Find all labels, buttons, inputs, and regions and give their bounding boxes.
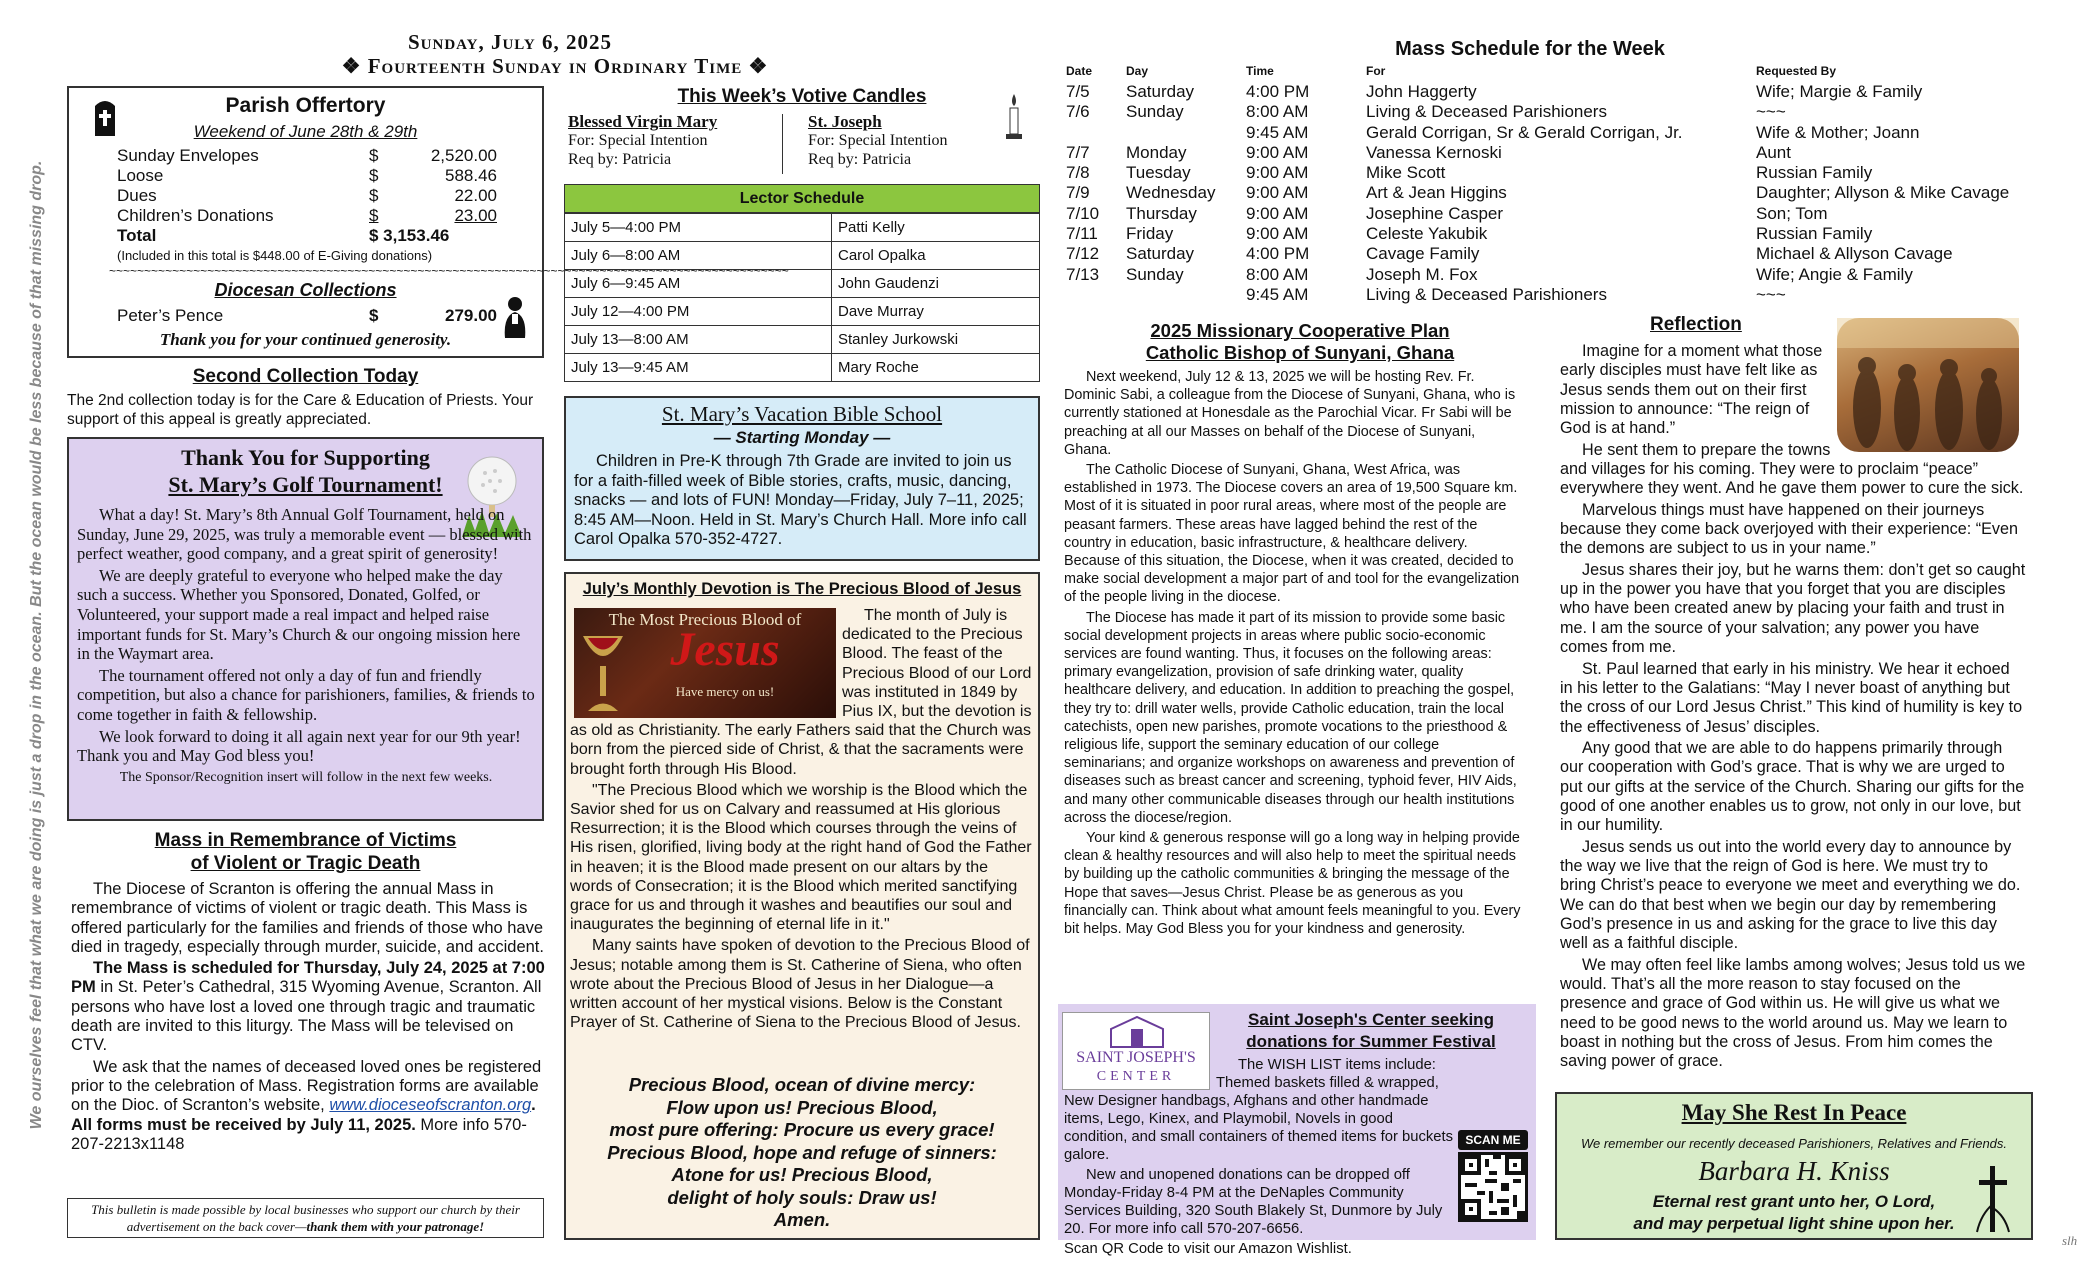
lector-row: July 6—8:00 AM Carol Opalka <box>565 242 1040 270</box>
diocese-website-link[interactable]: www.dioceseofscranton.org <box>329 1096 532 1115</box>
mass-date: 7/5 <box>1066 82 1090 101</box>
mass-for: Celeste Yakubik <box>1366 224 1488 244</box>
stjoseph-box <box>1058 1004 1536 1257</box>
mass-req: Wife; Angie & Family <box>1756 264 1913 284</box>
sunday-title: ❖ Fourteenth Sunday in Ordinary Time ❖ <box>341 54 769 78</box>
diocesan-title: Diocesan Collections <box>214 280 397 300</box>
image-caption-1: The Most Precious Blood of <box>608 610 802 629</box>
mass-req: ~~~ <box>1756 284 1786 304</box>
mass-for: Mike Scott <box>1366 163 1446 183</box>
logo-text-bottom: CENTER <box>1096 1069 1176 1084</box>
mass-schedule-row <box>1066 163 2066 183</box>
devotion-text <box>570 606 1034 1034</box>
candle-icon <box>1004 92 1024 147</box>
image-caption-3: Have mercy on us! <box>675 684 775 699</box>
reflection-para: We may often feel like lambs among wolves; Jesus told us we would. That’s all the more reason to stay focused on the presence and grace of God within us. He will give us what we need to be good news to the world around us. May we learn to boast in nothing but the cross of Jesus. From him comes the saving power of grace. <box>1560 955 2026 1071</box>
vbs-box <box>564 396 1040 561</box>
mass-day: Tuesday <box>1126 163 1191 183</box>
mass-time: 9:00 AM <box>1246 224 1309 244</box>
peters-pence-row: Peter’s Pence $ 279.00 <box>117 306 497 325</box>
mass-schedule-row <box>1066 183 2066 203</box>
golf-para: We are deeply grateful to everyone who helped make the day such a success. Whether you Sponsored, Donated, Golfed, or Volunteered, your support made a real impact and helped raise important funds for St. Mary’s Church & our ongoing mission here in the Waymart area. <box>77 565 521 664</box>
mass-date: 7/10 <box>1066 203 1100 223</box>
votive-right-name: St. Joseph <box>808 112 882 131</box>
devotion-para: Many saints have spoken of devotion to the Precious Blood of Jesus; notable among them is St. Catherine of Siena, who often wrote about the Precious Blood of Jesus in her Dialogue—a written account of her mystical visions. Below is the Constant Prayer of St. Catherine of Siena to the Precious Blood of Jesus. <box>570 937 1030 1032</box>
lector-row: July 6—9:45 AM John Gaudenzi <box>565 270 1040 298</box>
mass-time: 9:45 AM <box>1246 122 1309 142</box>
remembrance-para: The Diocese of Scranton is offering the annual Mass in remembrance of victims of violent or tragic death. This Mass is offered particularly for the families and friends of those who have died in tragedy, especially through murder, suicide, and accident. <box>71 880 544 956</box>
mass-req: Daughter; Allyson & Mike Cavage <box>1756 183 2010 203</box>
logo-text-top: SAINT JOSEPH'S <box>1076 1049 1196 1066</box>
second-collection-text: The 2nd collection today is for the Care & Education of Priests. Your support of this appeal is greatly appreciated. <box>67 392 534 428</box>
mass-date: 7/8 <box>1066 163 1090 183</box>
remembrance-text <box>71 880 547 1156</box>
votive-right <box>808 112 1008 169</box>
mass-date: 7/7 <box>1066 142 1090 162</box>
mass-for: John Haggerty <box>1366 82 1477 101</box>
devotion-title: July’s Monthly Devotion is The Precious Blood of Jesus <box>582 580 1022 598</box>
mass-schedule <box>1066 64 2066 305</box>
vbs-subtitle: — Starting Monday — <box>713 428 891 447</box>
reflection-para: Jesus shares their joy, but he warns them: don’t get so caught up in the power you have that you forget that you are disciples who have been created anew by placing your faith and trust in me. I am the source of your salvation; any power you have comes from me. <box>1560 560 2026 657</box>
stjoseph-para: Scan QR Code to visit our Amazon Wishlist. <box>1064 1241 1352 1257</box>
scan-me-label: SCAN ME <box>1458 1130 1528 1150</box>
mass-day: Saturday <box>1126 82 1195 101</box>
mass-schedule-row <box>1066 123 2066 143</box>
lector-row: July 13—9:45 AM Mary Roche <box>565 354 1040 382</box>
reflection-text <box>1560 342 2026 1074</box>
missionary-title-1: 2025 Missionary Cooperative Plan <box>1150 320 1450 341</box>
reflection-para: Imagine for a moment what those early disciples must have felt like as Jesus sends them out on their first mission to announce: “The reign of God is at hand.” <box>1560 342 1823 438</box>
stjoseph-title-2: donations for Summer Festival <box>1246 1032 1496 1051</box>
mass-day: Thursday <box>1126 203 1197 223</box>
reflection-para: St. Paul learned that early in his ministry. We hear it echoed in his letter to the Galatians: “May I never boast of anything but the cross of our Lord Jesus Christ.” This kind of humility is key to the effectiveness of Jesus’ disciples. <box>1560 659 2023 736</box>
mass-time: 9:00 AM <box>1246 183 1309 203</box>
mass-day: Sunday <box>1126 102 1184 122</box>
missionary-para: Next weekend, July 12 & 13, 2025 we will be hosting Rev. Fr. Dominic Sabi, a colleague from the Diocese of Sunyani, Ghana, who is currently stationed at Honesdale as the Parochial Vicar. Fr Sabi will be preaching at all our Masses on behalf of the Diocese of Sunyani, Ghana. <box>1064 369 1516 458</box>
rip-name: Barbara H. Kniss <box>1698 1156 1890 1186</box>
devotion-box <box>564 572 1040 1240</box>
mass-schedule-row <box>1066 204 2066 224</box>
mass-req: Michael & Allyson Cavage <box>1756 244 1953 264</box>
mass-for: Vanessa Kernoski <box>1366 142 1502 162</box>
side-quote: We ourselves feel that what we are doing is just a drop in the ocean. But the ocean would be less because of that missing drop. <box>28 160 45 1130</box>
mass-date: 7/6 <box>1066 102 1090 122</box>
golf-box <box>67 437 544 821</box>
mass-time: 9:45 AM <box>1246 284 1309 304</box>
mass-req: ~~~ <box>1756 102 1786 122</box>
votive-left <box>568 112 788 169</box>
mass-schedule-rows <box>1066 82 2066 305</box>
mass-req: Aunt <box>1756 142 1791 162</box>
remembrance-title-1: Mass in Remembrance of Victims <box>154 830 457 851</box>
mass-req: Son; Tom <box>1756 203 1828 223</box>
offertory-row: Children’s Donations $ 23.00 <box>117 206 497 225</box>
rip-box <box>1555 1092 2033 1240</box>
lector-table <box>564 213 1040 382</box>
mass-time: 8:00 AM <box>1246 102 1309 122</box>
mass-date: 7/11 <box>1066 224 1098 244</box>
rip-prayer-2: and may perpetual light shine upon her. <box>1633 1214 1955 1233</box>
mass-time: 4:00 PM <box>1246 244 1310 264</box>
mass-schedule-row <box>1066 285 2066 305</box>
mass-req: Russian Family <box>1756 224 1873 244</box>
remembrance-para: The Mass is scheduled for Thursday, July 24, 2025 at 7:00 PM in St. Peter’s Cathedral, 315 Wyoming Avenue, Scranton. All persons who have lost a loved one through tragic and traumatic death are invited to this liturgy. The Mass will be televised on CTV. <box>71 959 545 1055</box>
mass-for: Living & Deceased Parishioners <box>1366 284 1607 304</box>
votive-title: This Week’s Votive Candles <box>677 86 927 107</box>
missionary-para: The Diocese has made it part of its mission to provide some basic social development projects in areas where public socio-economic services are found wanting. Thus, it focuses on the following areas: primary evangelization, provision of safe drinking water, quality healthcare delivery, and education. In addition to preaching the gospel, they try to: drill water wells, provide Catholic education, train the local catechists, open new parishes, promote vocations to the priesthood & religious life, support the seminary education of our college seminarians; and organize workshops on awareness and prevention of diseases such as breast cancer and screening, typhoid fever, HIV Aids, and many other communicable diseases through our health institutions across the diocese/region. <box>1064 609 1517 826</box>
lector-row: July 12—4:00 PM Dave Murray <box>565 298 1040 326</box>
golf-para: What a day! St. Mary’s 8th Annual Golf Tournament, held on Sunday, June 29, 2025, was truly a memorable event — blessed with perfect weather, good company, and a great spirit of generosity! <box>77 505 532 564</box>
mass-schedule-row <box>1066 102 2066 122</box>
missionary-text <box>1064 368 1524 940</box>
mass-day: Wednesday <box>1126 183 1216 203</box>
votive-left-req: Req by: Patricia <box>568 151 672 168</box>
stjoseph-title-1: Saint Joseph's Center seeking <box>1248 1010 1494 1029</box>
mass-time: 4:00 PM <box>1246 82 1310 101</box>
amazon-wishlist-qr-code[interactable] <box>1458 1152 1528 1222</box>
golf-para: We look forward to doing it all again next year for our 9th year! Thank you and May God bless you! <box>77 726 521 766</box>
lector-row: July 5—4:00 PM Patti Kelly <box>565 214 1040 242</box>
mass-for: Art & Jean Higgins <box>1366 183 1507 203</box>
mass-schedule-title: Mass Schedule for the Week <box>1395 38 1665 60</box>
offertory-row: Sunday Envelopes $ 2,520.00 <box>117 146 497 165</box>
offertory-row: Loose $ 588.46 <box>117 166 497 185</box>
catherine-prayer: Precious Blood, ocean of divine mercy: Flow upon us! Precious Blood, most pure offering: Procure us every grace! Precious Blood, hope and refuge of sinners: Atone for us! Precious Blood, delight of holy souls: Draw us! Amen. <box>607 1074 997 1230</box>
mass-day: Friday <box>1126 224 1174 244</box>
mass-time: 9:00 AM <box>1246 142 1309 162</box>
golf-para: The tournament offered not only a day of fun and friendly competition, but also a chance for parishioners, families, & friends to come together in faith & fellowship. <box>77 665 535 724</box>
stjoseph-para: New and unopened donations can be dropped off Monday-Friday 8-4 PM at the DeNaples Community Services Building, 320 South Blakely St, Dunmore by July 20. For more info call 570-207-6656. <box>1064 1167 1443 1237</box>
votive-left-for: For: Special Intention <box>568 132 708 149</box>
mass-schedule-row <box>1066 244 2066 264</box>
golf-title-2: St. Mary’s Golf Tournament! <box>168 472 443 497</box>
mass-req: Russian Family <box>1756 163 1873 183</box>
mass-date: 7/12 <box>1066 244 1100 264</box>
rip-subtitle: We remember our recently deceased Parishioners, Relatives and Friends. <box>1580 1136 2008 1151</box>
mass-date: 7/9 <box>1066 183 1090 203</box>
remembrance-title-2: of Violent or Tragic Death <box>190 853 421 874</box>
vbs-title: St. Mary’s Vacation Bible School <box>661 402 943 426</box>
offertory-row: Dues $ 22.00 <box>117 186 497 205</box>
remembrance-para: We ask that the names of deceased loved ones be registered prior to the celebration of Mass. Registration forms are available on the Dioc. of Scranton’s website, www.dioceseofscranton.org. All forms must be received by July 11, 2025. More info 570-207-2213x1148 <box>71 1057 542 1153</box>
missionary-para: Your kind & generous response will go a long way in helping provide clean & healthy resources and will also help to meet the spiritual needs by building up the catholic communities & bringing the message of the Hope that saves—Jesus Christ. Please be as generous as you financially can. Think about what amount feels meaningful to you. Every bit helps. May God Bless you for your kindness and generosity. <box>1064 830 1521 938</box>
offertory-weekend: Weekend of June 28th & 29th <box>193 122 418 141</box>
stjoseph-para: The WISH LIST items include: Themed baskets filled & wrapped, New Designer handbags, Afghans and other handmade items, Lego, Kinex, and Playmobil, Novels in good condition, and small containers of themed items for buckets galore. <box>1064 1057 1454 1163</box>
mass-schedule-row <box>1066 265 2066 285</box>
mass-for: Josephine Casper <box>1366 203 1504 223</box>
votive-divider <box>782 114 783 174</box>
divider: ~~~~~~~~~~~~~~~~~~~~~~~~~~~~~~~~~~~~~~~~~~~~~~~~~~~~~~~~~~~~~~~~~~~~~~~~~~~~~~~~~~~~~~~~~~~~~~~~~ <box>109 264 789 278</box>
offertory-title: Parish Offertory <box>225 94 386 117</box>
mass-schedule-row <box>1066 82 2066 102</box>
mass-for: Cavage Family <box>1366 244 1480 264</box>
lector-schedule <box>564 184 1040 382</box>
cross-icon <box>1971 1164 2015 1234</box>
missionary-title-2: Catholic Bishop of Sunyani, Ghana <box>1145 342 1455 363</box>
mass-day: Monday <box>1126 142 1187 162</box>
offertory-thanks: Thank you for your continued generosity. <box>159 330 452 349</box>
missionary-para: The Catholic Diocese of Sunyani, Ghana, West Africa, was established in 1973. The Diocese covers an area of 19,500 Square km. Most of it is situated in poor rural areas, where most of the people are peasant farmers. These areas have lagged behind the rest of the country in education, basic infrastructure, & healthcare delivery. Because of this situation, the Diocese, when it was created, decided to make social development a major part of and tool for the evangelization of the people living in the diocese. <box>1064 462 1520 606</box>
mass-schedule-row <box>1066 224 2066 244</box>
lector-title: Lector Schedule <box>564 184 1040 213</box>
golf-title-1: Thank You for Supporting <box>181 445 430 470</box>
vbs-text: Children in Pre-K through 7th Grade are invited to join us for a faith-filled week of Bible stories, crafts, music, dancing, snacks — and lots of FUN! Monday—Friday, July 7–11, 2025; 8:45 AM—Noon. Held in St. Mary’s Church Hall. More info call Carol Opalka 570-352-4727. <box>574 452 1027 548</box>
second-collection-title: Second Collection Today <box>192 366 419 387</box>
reflection-title: Reflection <box>1650 314 1742 335</box>
votive-right-for: For: Special Intention <box>808 132 948 149</box>
mass-day: Saturday <box>1126 244 1195 264</box>
rip-title: May She Rest In Peace <box>1681 1100 1907 1125</box>
reflection-para: Marvelous things must have happened on their journeys because they come back overjoyed with their experience: “Even the demons are subject to us in your name.” <box>1560 500 2018 558</box>
lector-row: July 13—8:00 AM Stanley Jurkowski <box>565 326 1040 354</box>
devotion-para: "The Precious Blood which we worship is the Blood which the Savior shed for us on Calvary and reassumed at His glorious Resurrection; it is the Blood which courses through the veins of His risen, glorified, living body at the right hand of God the Father in heaven; it is the Blood made present on our altars by the words of Consecration; it is the Blood which merited sanctifying grace for us and through it washes and beautifies our soul and inaugurates the beginning of eternal life in it." <box>570 781 1032 934</box>
sponsor-note-box: This bulletin is made possible by local businesses who support our church by their advertisement on the back cover—thank them with your patronage! <box>67 1198 544 1238</box>
mass-time: 8:00 AM <box>1246 264 1309 284</box>
mass-req: Wife; Margie & Family <box>1756 82 1923 101</box>
offertory-rows <box>117 146 497 246</box>
golf-insert-note: The Sponsor/Recognition insert will follow in the next few weeks. <box>119 769 493 785</box>
offertory-note: (Included in this total is $448.00 of E-Giving donations) <box>117 248 433 263</box>
mass-for: Living & Deceased Parishioners <box>1366 102 1607 122</box>
reflection-para: Jesus sends us out into the world every day to announce by the way we live that the reign of God is here. We must try to bring Christ’s peace to everyone we meet and everything we do. We can do that best when we begin our day by remembering God’s presence in us and asking for the grace to live this day well as a faithful disciple. <box>1560 837 2021 953</box>
building-icon <box>1107 1015 1167 1047</box>
reflection-para: Any good that we are able to do happens primarily through our cooperation with God’s grace. That is why we are urged to put our gifts at the service of the Church. Sharing our gifts for the good of one another enables us to grow, not only in our love, but in our humility. <box>1560 738 2025 835</box>
mass-time: 9:00 AM <box>1246 163 1309 183</box>
offertory-total: Total $ 3,153.46 <box>117 226 450 245</box>
votive-left-name: Blessed Virgin Mary <box>568 112 718 131</box>
mass-date: 7/13 <box>1066 264 1100 284</box>
mass-schedule-header: Date Day Time For Requested By <box>1066 64 1837 78</box>
mass-for: Gerald Corrigan, Sr & Gerald Corrigan, Jr. <box>1366 122 1683 142</box>
devotion-para: The month of July is dedicated to the Precious Blood. The feast of the Precious Blood of our Lord was instituted in 1849 by Pius IX, but the devotion is as old as Christianity. The early Fathers said that the Church was born from the pierced side of Christ, & that the sacraments were brought forth through His Blood. <box>570 607 1032 778</box>
reflection-para: He sent them to prepare the towns and villages for his coming. They were to proclaim “peace” everywhere they went. And he gave them power to cure the sick. <box>1560 440 2024 498</box>
rip-prayer-1: Eternal rest grant unto her, O Lord, <box>1652 1192 1936 1211</box>
mass-for: Joseph M. Fox <box>1366 264 1478 284</box>
golf-text <box>77 505 535 789</box>
mass-day: Sunday <box>1126 264 1184 284</box>
votive-right-req: Req by: Patricia <box>808 151 912 168</box>
preparer-initials: slh <box>2062 1233 2078 1248</box>
mass-req: Wife & Mother; Joann <box>1756 122 1920 142</box>
mass-schedule-row <box>1066 143 2066 163</box>
bulletin-date: Sunday, July 6, 2025 <box>407 30 612 54</box>
mass-time: 9:00 AM <box>1246 203 1309 223</box>
image-caption-2: Jesus <box>670 623 780 676</box>
